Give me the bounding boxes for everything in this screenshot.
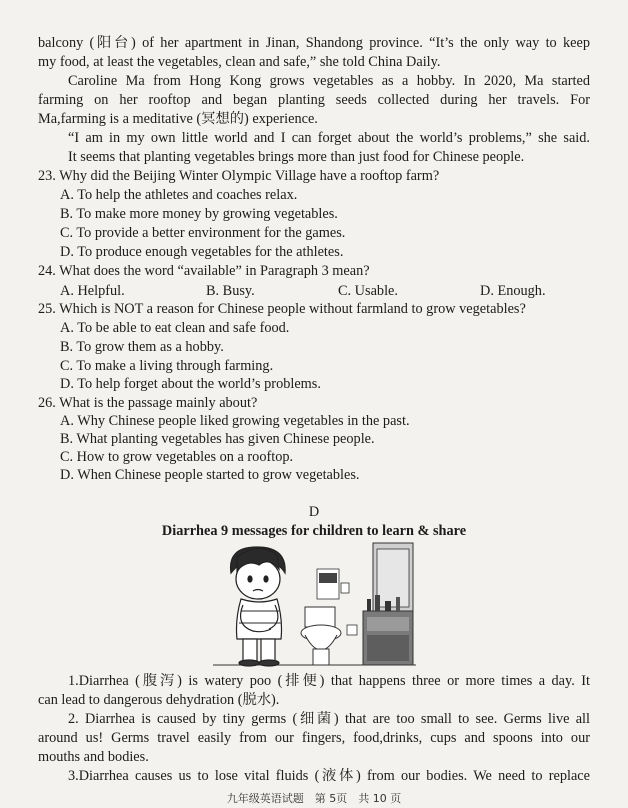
passage-line: “I am in my own little world and I can forget about the world’s problems,” she said. [68,130,590,146]
passage-line: can lead to dangerous dehydration (脱水). [38,692,280,708]
answer-option[interactable]: B. What planting vegetables has given Chinese people. [60,431,375,447]
passage-line: balcony (阳台) of her apartment in Jinan, Shandong province. “It’s the only way to keep [38,35,590,51]
answer-option[interactable]: A. Why Chinese people liked growing vegetables in the past. [60,413,410,429]
passage-line: Caroline Ma from Hong Kong grows vegetables as a hobby. In 2020, Ma started [68,73,590,89]
question-stem: 23. Why did the Beijing Winter Olympic Village have a rooftop farm? [38,168,440,184]
section-title: Diarrhea 9 messages for children to learn & share [161,523,467,539]
answer-option[interactable]: B. Busy. [206,283,255,299]
page-footer: 九年级英语试题 第 5页 共 10 页 [226,792,402,805]
passage-line: mouths and bodies. [38,749,149,765]
passage-line: farming on her rooftop and began planting seeds collected during her travels. For [38,92,590,108]
answer-option[interactable]: D. When Chinese people started to grow vegetables. [60,467,360,483]
answer-option[interactable]: B. To grow them as a hobby. [60,339,224,355]
section-letter: D [308,504,320,520]
answer-option[interactable]: C. To make a living through farming. [60,358,274,374]
passage-line: my food, at least the vegetables, clean and safe,” she told China Daily. [38,54,441,70]
passage-line: 1.Diarrhea (腹泻) is watery poo (排便) that happens three or more times a day. It [68,673,590,689]
passage-line: 2. Diarrhea is caused by tiny germs (细菌) that are too small to see. Germs live all [68,711,590,727]
passage-line: around us! Germs travel easily from our fingers, food,drinks, cups and spoons into our [38,730,590,746]
answer-option[interactable]: D. Enough. [480,283,546,299]
passage-line: It seems that planting vegetables brings more than just food for Chinese people. [68,149,525,165]
answer-option[interactable]: C. Usable. [338,283,398,299]
question-stem: 24. What does the word “available” in Paragraph 3 mean? [38,263,370,279]
question-stem: 26. What is the passage mainly about? [38,395,258,411]
answer-option[interactable]: D. To produce enough vegetables for the athletes. [60,244,344,260]
question-stem: 25. Which is NOT a reason for Chinese people without farmland to grow vegetables? [38,301,526,317]
answer-option[interactable]: B. To make more money by growing vegetables. [60,206,338,222]
answer-option[interactable]: C. How to grow vegetables on a rooftop. [60,449,294,465]
passage-line: Ma,farming is a meditative (冥想的) experience. [38,111,318,127]
answer-option[interactable]: A. To be able to eat clean and safe food. [60,320,290,336]
answer-option[interactable]: C. To provide a better environment for the games. [60,225,346,241]
answer-option[interactable]: A. To help the athletes and coaches relax. [60,187,298,203]
passage-line: 3.Diarrhea causes us to lose vital fluids (液体) from our bodies. We need to replace [68,768,590,784]
answer-option[interactable]: A. Helpful. [60,283,125,299]
answer-option[interactable]: D. To help forget about the world’s problems. [60,376,321,392]
child-bathroom-illustration [213,541,416,670]
